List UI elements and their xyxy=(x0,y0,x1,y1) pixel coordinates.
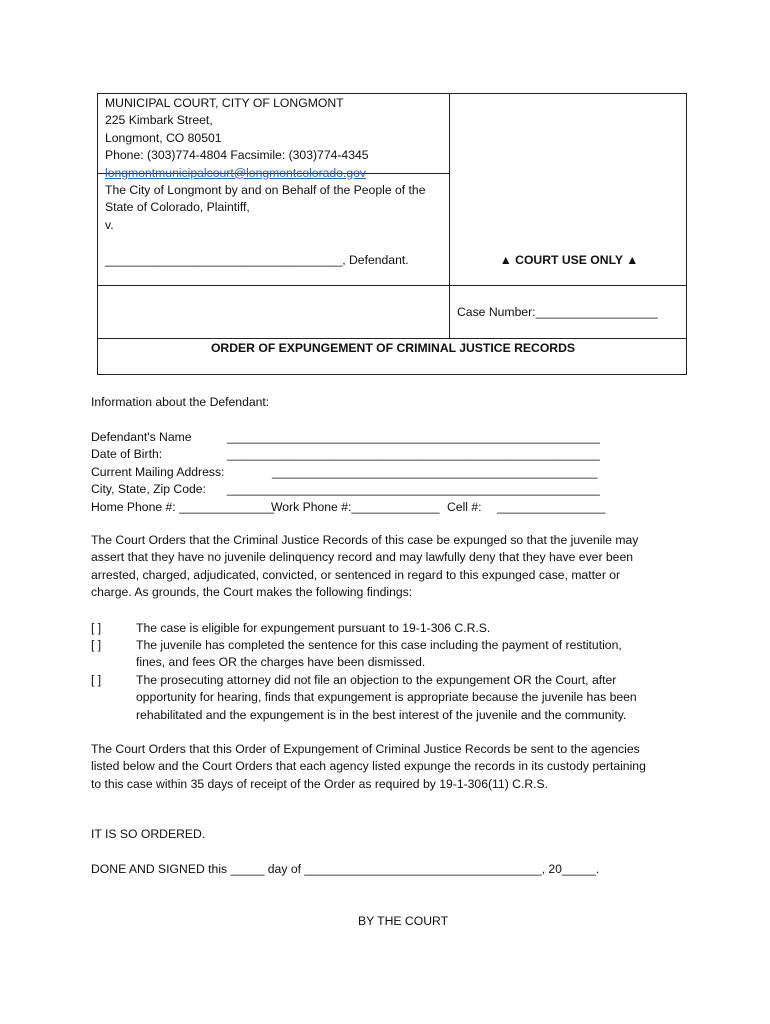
case-number: Case Number:__________________ xyxy=(457,305,658,319)
by-the-court: BY THE COURT xyxy=(357,914,449,928)
finding-item xyxy=(91,637,691,673)
csz-label: City, State, Zip Code: xyxy=(91,482,206,497)
intro-line: charge. As grounds, the Court makes the following findings: xyxy=(91,585,413,600)
defendant-line: ___________________________________, Defendant. xyxy=(105,253,409,267)
finding-line: fines, and fees OR the charges have been dismissed. xyxy=(136,655,426,670)
intro-paragraph xyxy=(91,532,681,602)
finding-line: opportunity for hearing, finds that expungement is appropriate because the juvenile has been xyxy=(136,690,637,705)
defendant-name-row xyxy=(91,429,691,446)
finding-item xyxy=(91,672,691,726)
defendant-name-field[interactable]: _______________________________________________________ xyxy=(227,430,600,444)
dob-field[interactable]: _______________________________________________________ xyxy=(227,447,600,462)
court-use-only: ▲ COURT USE ONLY ▲ xyxy=(499,253,639,267)
finding-checkbox[interactable]: [ ] xyxy=(91,638,102,652)
send-line: The Court Orders that this Order of Expungement of Criminal Justice Records be sent to the agencies xyxy=(91,742,640,756)
send-line: listed below and the Court Orders that each agency listed expunge the records in its custody pertaining xyxy=(91,759,646,774)
finding-text xyxy=(136,637,622,672)
work-phone-field[interactable]: Work Phone #:_____________ xyxy=(271,499,440,514)
intro-line: The Court Orders that the Criminal Justice Records of this case be expunged so that the juvenile may xyxy=(91,533,639,547)
finding-text xyxy=(136,620,490,637)
defendant-info-heading: Information about the Defendant: xyxy=(91,395,270,409)
cell-field[interactable]: ________________ xyxy=(497,499,606,514)
phone-row xyxy=(91,499,691,516)
caption-divider-2 xyxy=(98,338,686,339)
finding-item xyxy=(91,620,691,638)
plaintiff-line-1: The City of Longmont by and on Behalf of the People of the xyxy=(105,183,426,197)
finding-checkbox[interactable]: [ ] xyxy=(91,621,102,635)
caption-divider-1 xyxy=(98,285,686,286)
address-label: Current Mailing Address: xyxy=(91,464,225,479)
intro-line: arrested, charged, adjudicated, convicted, or sentenced in regard to this expunged case, matter or xyxy=(91,567,621,582)
court-street: 225 Kimbark Street, xyxy=(105,113,213,128)
finding-line: The prosecuting attorney did not file an objection to the expungement OR the Court, after xyxy=(136,673,617,687)
cell-label: Cell #: xyxy=(447,499,482,514)
court-email-link[interactable]: longmontmunicipalcourt@longmontcolorado.gov xyxy=(105,165,367,180)
finding-line: The juvenile has completed the sentence for this case including the payment of restitution, xyxy=(136,638,622,652)
dob-label: Date of Birth: xyxy=(91,447,163,462)
order-title: ORDER OF EXPUNGEMENT OF CRIMINAL JUSTICE RECORDS xyxy=(210,341,576,355)
caption-table xyxy=(97,93,687,375)
finding-checkbox[interactable]: [ ] xyxy=(91,673,102,687)
done-and-signed[interactable]: DONE AND SIGNED this _____ day of ___________________________________, 20_____. xyxy=(91,862,600,876)
address-row xyxy=(91,464,691,481)
send-paragraph xyxy=(91,741,681,793)
finding-line: rehabilitated and the expungement is in the best interest of the juvenile and the community. xyxy=(136,707,627,722)
versus: v. xyxy=(105,217,114,232)
intro-line: assert that they have no juvenile delinquency record and may lawfully deny that they have ever been xyxy=(91,550,633,565)
csz-field[interactable]: _______________________________________________________ xyxy=(227,482,600,497)
dob-row xyxy=(91,446,691,463)
court-city: Longmont, CO 80501 xyxy=(105,130,222,145)
court-info xyxy=(98,94,450,183)
plaintiff-line-2: State of Colorado, Plaintiff, xyxy=(105,200,250,215)
finding-text xyxy=(136,672,637,724)
send-line: to this case within 35 days of receipt of the Order as required by 19-1-306(11) C.R.S. xyxy=(91,776,549,791)
so-ordered: IT IS SO ORDERED. xyxy=(91,827,206,841)
court-phone: Phone: (303)774-4804 Facsimile: (303)774-4345 xyxy=(105,148,369,163)
address-field[interactable]: ________________________________________________ xyxy=(272,464,598,479)
defendant-name-label: Defendant's Name xyxy=(91,430,192,444)
parties xyxy=(98,182,450,234)
home-phone-field[interactable]: Home Phone #: ______________ xyxy=(91,499,274,514)
defendant-info-form xyxy=(91,429,691,516)
court-name: MUNICIPAL COURT, CITY OF LONGMONT xyxy=(105,96,344,110)
csz-row xyxy=(91,481,691,498)
finding-line: The case is eligible for expungement pursuant to 19-1-306 C.R.S. xyxy=(136,621,491,635)
